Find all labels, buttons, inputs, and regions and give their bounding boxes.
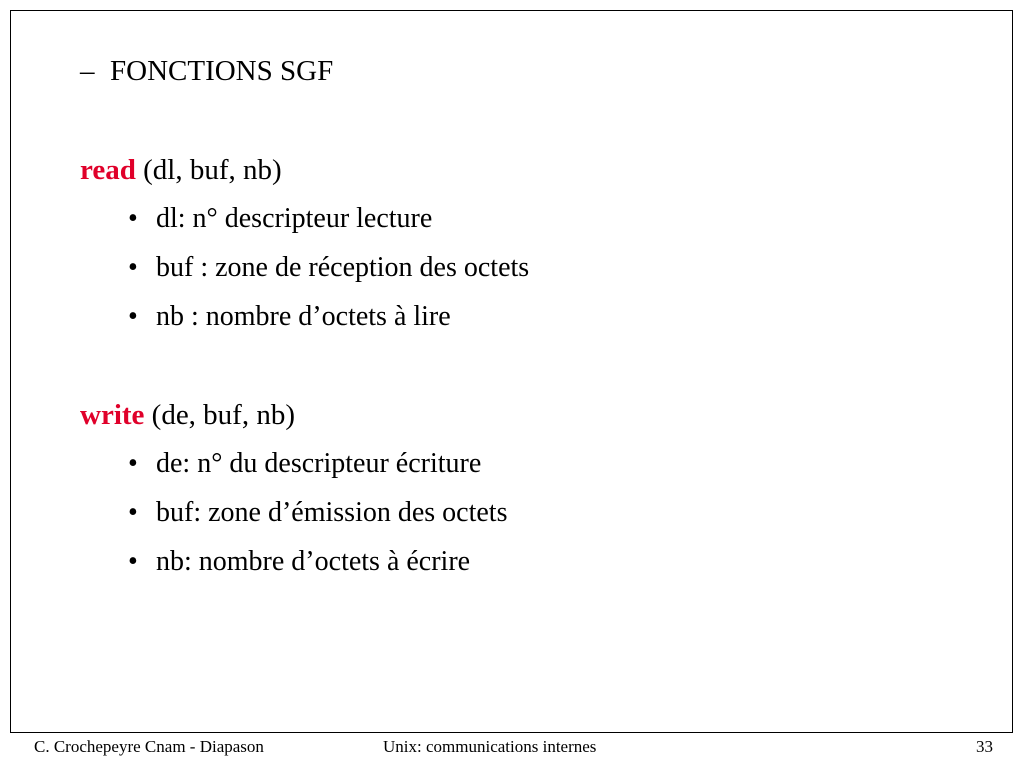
- read-bullet-list: [128, 194, 529, 341]
- bullet-icon: •: [128, 497, 138, 528]
- footer-author: C. Crochepeyre Cnam - Diapason: [34, 737, 264, 756]
- bullet-icon: •: [128, 252, 138, 283]
- list-item: [128, 194, 529, 243]
- list-item-text: de: n° du descripteur écriture: [156, 448, 482, 479]
- bullet-icon: •: [128, 546, 138, 577]
- list-item: [128, 488, 507, 537]
- write-bullet-list: [128, 439, 507, 586]
- read-arguments: (dl, buf, nb): [135, 154, 282, 186]
- write-arguments: (de, buf, nb): [144, 399, 295, 431]
- list-item-text: nb : nombre d’octets à lire: [156, 301, 451, 332]
- write-function-name: write: [80, 399, 145, 431]
- footer-course: Unix: communications internes: [383, 737, 597, 756]
- list-item-text: nb: nombre d’octets à écrire: [156, 546, 471, 577]
- heading-text: FONCTIONS SGF: [110, 55, 334, 87]
- bullet-icon: •: [128, 203, 138, 234]
- list-item: [128, 439, 507, 488]
- bullet-icon: •: [128, 301, 138, 332]
- list-item-text: dl: n° descripteur lecture: [156, 203, 433, 234]
- slide-frame: [10, 10, 1013, 733]
- write-signature: [80, 395, 295, 435]
- list-item-text: buf: zone d’émission des octets: [156, 497, 508, 528]
- bullet-icon: •: [128, 448, 138, 479]
- slide-heading: [80, 51, 333, 91]
- list-item: [128, 292, 529, 341]
- slide-footer: [0, 735, 1024, 759]
- read-function-name: read: [80, 154, 136, 186]
- read-signature: [80, 150, 282, 190]
- heading-dash: –: [80, 55, 95, 87]
- list-item-text: buf : zone de réception des octets: [156, 252, 530, 283]
- footer-page-number: 33: [976, 737, 993, 756]
- list-item: [128, 243, 529, 292]
- list-item: [128, 537, 507, 586]
